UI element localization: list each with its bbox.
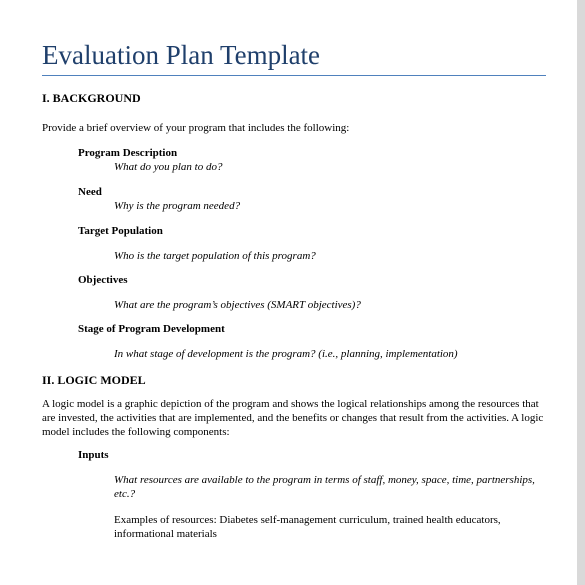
section-intro: Provide a brief overview of your program that includes the following: [42, 122, 350, 134]
logic-model-paragraph-line-1: A logic model is a graphic depiction of the program and shows the logical relationships among the resources that [42, 398, 539, 410]
item-label-program-description: Program Description [78, 147, 178, 159]
resource-examples-line-2: informational materials [114, 528, 217, 540]
item-label-inputs: Inputs [78, 449, 109, 461]
item-label-objectives: Objectives [78, 274, 128, 286]
item-prompt-target-population: Who is the target population of this program? [114, 250, 316, 262]
item-label-target-population: Target Population [78, 225, 163, 237]
resource-examples-line-1: Examples of resources: Diabetes self-management curriculum, trained health educators, [114, 514, 501, 526]
section-heading-logic-model: II. LOGIC MODEL [42, 373, 146, 387]
item-prompt-inputs-line-1: What resources are available to the program in terms of staff, money, space, time, partnerships, [114, 474, 535, 486]
item-prompt-objectives: What are the program’s objectives (SMART objectives)? [114, 299, 361, 311]
item-prompt-inputs-line-2: etc.? [114, 488, 136, 500]
logic-model-paragraph-line-3: model includes the following components: [42, 426, 230, 438]
document-title: Evaluation Plan Template [42, 40, 321, 70]
item-prompt-program-description: What do you plan to do? [114, 161, 223, 173]
logic-model-paragraph-line-2: are invested, the activities that are implemented, and the benefits or changes that result from the activities. A logic [42, 412, 544, 424]
item-label-stage: Stage of Program Development [78, 323, 225, 335]
item-prompt-need: Why is the program needed? [114, 200, 241, 212]
item-label-need: Need [78, 186, 102, 198]
item-prompt-stage: In what stage of development is the program? (i.e., planning, implementation) [114, 348, 458, 360]
title-divider [42, 75, 546, 76]
section-heading-background: I. BACKGROUND [42, 91, 141, 105]
